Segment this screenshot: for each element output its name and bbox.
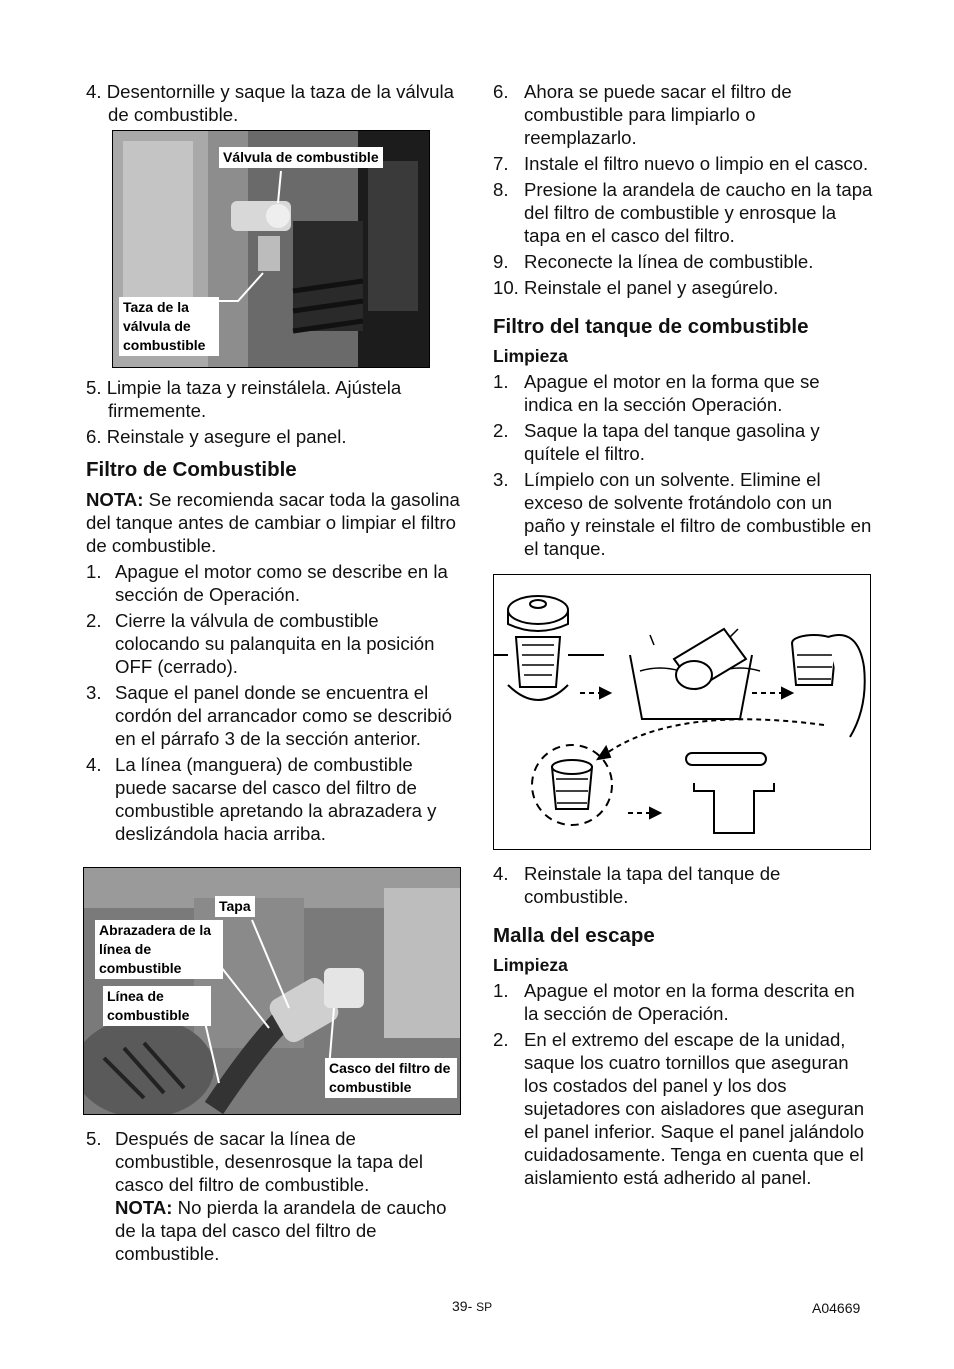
step-4-unscrew-cup: 4. Desentornille y saque la taza de la válvula de combustible.: [86, 81, 454, 125]
exhaust-step-1: 1. Apague el motor en la forma descrita en la sección de Operación.: [493, 980, 855, 1024]
fuel-filter-note: NOTA: Se recomienda sacar toda la gasolina del tanque antes de cambiar o limpiar el filtro de combustible.: [86, 489, 460, 556]
tank-filter-cleaning-illustration: [494, 575, 870, 849]
fuel-line-callout: Línea de combustible: [103, 986, 211, 1026]
step-6-reinstall-panel: 6. Reinstale y asegure el panel.: [86, 426, 347, 447]
step-6-remove-filter: 6. Ahora se puede sacar el filtro de combustible para limpiarlo o reemplazarlo.: [493, 81, 792, 148]
tank-filter-diagram: [493, 574, 871, 850]
right-column: [493, 80, 873, 1192]
tank-filter-step-1: 1. Apague el motor en la forma que se indica en la sección Operación.: [493, 371, 820, 415]
fuel-valve-photo: [112, 130, 430, 368]
fuel-filter-step-2: 2. Cierre la válvula de combustible colocando su palanquita en la posición OFF (cerrado).: [86, 610, 435, 677]
page-number: 39- SP: [452, 1298, 493, 1314]
tank-filter-subheading: Limpieza: [493, 346, 568, 366]
left-column: [86, 80, 462, 1268]
fuel-filter-heading: Filtro de Combustible: [86, 458, 297, 481]
tank-filter-step-3: 3. Límpielo con un solvente. Elimine el exceso de solvente frotándolo con un paño y reinstale el filtro de combustible en el tanque.: [493, 469, 872, 559]
exhaust-step-2: 2. En el extremo del escape de la unidad, saque los cuatro tornillos que aseguran los costados del panel y los dos sujetadores con aisladores que aseguran el panel inferior. Saque el panel jalándolo cuidadosamente. Tenga en cuenta que el aislamiento está adherido al panel.: [493, 1029, 865, 1188]
filter-housing-callout: Casco del filtro de combustible: [325, 1058, 457, 1098]
valve-cup-callout: Taza de la válvula de combustible: [119, 297, 219, 356]
step-9-reconnect-line: 9. Reconecte la línea de combustible.: [493, 251, 814, 272]
exhaust-screen-subheading: Limpieza: [493, 955, 568, 975]
tank-filter-heading: Filtro del tanque de combustible: [493, 315, 809, 338]
fuel-filter-step-1: 1. Apague el motor como se describe en la sección de Operación.: [86, 561, 448, 605]
clamp-callout: Abrazadera de la línea de combustible: [95, 920, 223, 979]
fuel-filter-photo: [83, 867, 461, 1115]
exhaust-screen-heading: Malla del escape: [493, 924, 655, 947]
fuel-filter-step-4: 4. La línea (manguera) de combustible puede sacarse del casco del filtro de combustible apretando la abrazadera y deslizándola hacia arriba.: [86, 754, 437, 844]
cap-callout: Tapa: [215, 896, 255, 917]
step-8-press-washer: 8. Presione la arandela de caucho en la tapa del filtro de combustible y enrosque la tapa en el casco del filtro.: [493, 179, 873, 246]
step-7-install-filter: 7. Instale el filtro nuevo o limpio en el casco.: [493, 153, 869, 174]
step-5-remove-cap: 5. Después de sacar la línea de combustible, desenrosque la tapa del casco del filtro de combustible. NOTA: No pierda la arandela de caucho de la tapa del casco del filtro de combustible.: [86, 1128, 447, 1264]
step-5-clean-cup: 5. Limpie la taza y reinstálela. Ajústela firmemente.: [86, 377, 402, 421]
fuel-valve-callout: Válvula de combustible: [219, 147, 383, 168]
step-10-reinstall-panel: 10. Reinstale el panel y asegúrelo.: [493, 277, 779, 298]
document-code: A04669: [812, 1300, 861, 1316]
tank-filter-step-4: 4. Reinstale la tapa del tanque de combustible.: [493, 863, 781, 907]
fuel-filter-step-3: 3. Saque el panel donde se encuentra el cordón del arrancador como se describió en el párrafo 3 de la sección anterior.: [86, 682, 452, 749]
tank-filter-step-2: 2. Saque la tapa del tanque gasolina y quítele el filtro.: [493, 420, 820, 464]
